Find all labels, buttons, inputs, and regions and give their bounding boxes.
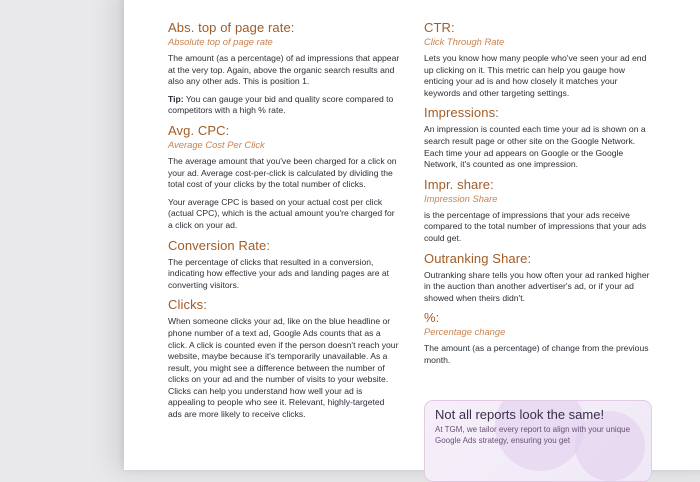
section-paragraph: Lets you know how many people who've seen your ad end up clicking on it. This metric can help you gauge how enticing your ad is and how closely it matches your keywords and other targeting settings. bbox=[424, 53, 647, 98]
section-title: %: bbox=[424, 310, 440, 326]
document-page bbox=[124, 0, 700, 470]
section-paragraph: The percentage of clicks that resulted in a conversion, indicating how effective your ads and landing pages are at converting visitors. bbox=[168, 256, 390, 290]
section-paragraph: The amount (as a percentage) of change from the previous month. bbox=[424, 343, 649, 365]
tip-text: You can gauge your bid and quality score compared to competitors with a high % rate. bbox=[168, 93, 394, 116]
section-percent-change bbox=[424, 310, 656, 366]
section-paragraph: When someone clicks your ad, like on the blue headline or phone number of a text ad, Google Ads counts that as a click. A click is counted even if the person doesn't reach your website, maybe because it's temporarily unavailable. As a result, you might see a difference between the number of clicks on your ad and the number of visits to your website. Clicks can help you understand how well your ad is appealing to people who see it. Relevant, highly-targeted ads are more likely to receive clicks. bbox=[168, 316, 399, 420]
right-column bbox=[424, 20, 656, 373]
section-title: CTR: bbox=[424, 20, 455, 35]
section-title: Outranking Share: bbox=[424, 250, 532, 266]
section-paragraph: is the percentage of impressions that your ads receive compared to the total number of impressions that your ads could get. bbox=[424, 209, 647, 243]
tip-label: Tip: bbox=[168, 93, 184, 104]
section-paragraph: The amount (as a percentage) of ad impressions that appear at the very top. Again, above the organic search results and also any other ads. This is position 1. bbox=[168, 53, 400, 87]
section-paragraph: Your average CPC is based on your actual cost per click (actual CPC), which is the actual amount you're charged for a click on your ad. bbox=[168, 196, 395, 230]
tip-paragraph bbox=[168, 94, 400, 117]
section-subtitle: Click Through Rate bbox=[424, 36, 505, 47]
section-subtitle: Percentage change bbox=[424, 326, 506, 338]
tgm-callout-box bbox=[424, 400, 652, 482]
section-paragraph: The average amount that you've been charged for a click on your ad. Average cost-per-click is calculated by dividing the total cost of your clicks by the total number of clicks. bbox=[168, 155, 397, 190]
section-outranking-share bbox=[424, 251, 656, 305]
section-subtitle: Impression Share bbox=[424, 192, 498, 204]
left-column bbox=[168, 20, 400, 427]
section-title: Avg. CPC: bbox=[168, 122, 230, 138]
section-title: Abs. top of page rate: bbox=[168, 20, 295, 35]
section-title: Clicks: bbox=[168, 297, 207, 313]
section-subtitle: Absolute top of page rate bbox=[168, 36, 273, 47]
section-paragraph: An impression is counted each time your ad is shown on a search result page or other site on the Google Network. Each time your ad appears on Google or the Google Network, it's counted as one impression. bbox=[424, 124, 646, 170]
section-avg-cpc bbox=[168, 123, 400, 232]
section-ctr bbox=[424, 20, 656, 99]
section-impressions bbox=[424, 105, 656, 170]
section-abs-top-rate bbox=[168, 20, 400, 117]
section-title: Impr. share: bbox=[424, 176, 494, 192]
section-title: Conversion Rate: bbox=[168, 237, 271, 253]
section-subtitle: Average Cost Per Click bbox=[168, 138, 265, 150]
section-paragraph: Outranking share tells you how often your ad ranked higher in the auction than another advertiser's ad, or if your ad showed when theirs didn't. bbox=[424, 269, 650, 303]
callout-title: Not all reports look the same! bbox=[435, 407, 605, 422]
section-conversion-rate bbox=[168, 238, 400, 292]
section-impr-share bbox=[424, 177, 656, 245]
section-title: Impressions: bbox=[424, 105, 499, 121]
section-clicks bbox=[168, 297, 400, 420]
callout-text: At TGM, we tailor every report to align with your unique Google Ads strategy, ensuring you get bbox=[435, 425, 631, 445]
